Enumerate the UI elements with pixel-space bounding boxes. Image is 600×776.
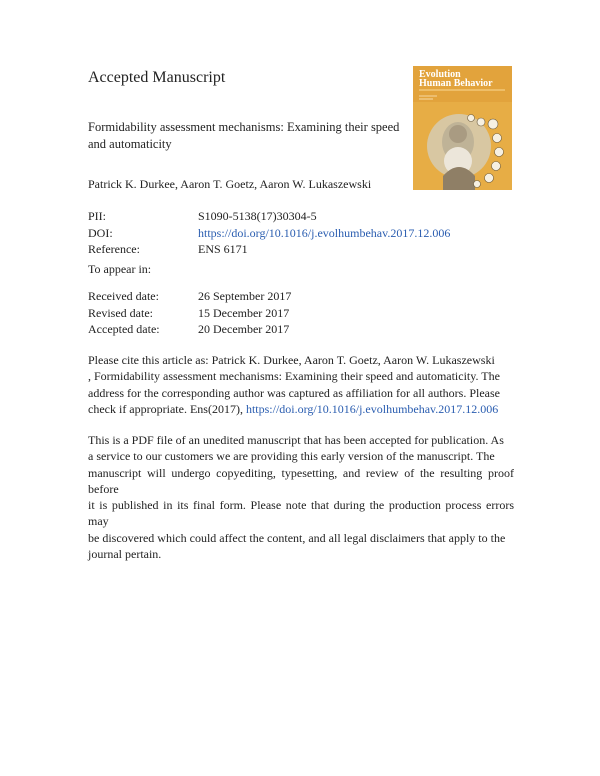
revised-label: Revised date: bbox=[88, 306, 153, 320]
accepted-value: 20 December 2017 bbox=[198, 322, 290, 336]
journal-cover-image bbox=[413, 66, 512, 190]
disclaimer-line3: manuscript will undergo copyediting, typesetting, and review of the resulting proof before bbox=[88, 465, 514, 496]
doi-label: DOI: bbox=[88, 226, 113, 240]
received-value: 26 September 2017 bbox=[198, 289, 292, 303]
received-label: Received date: bbox=[88, 289, 159, 303]
citation-line1: Please cite this article as: Patrick K. Durkee, Aaron T. Goetz, Aaron W. Lukaszewski bbox=[88, 353, 495, 367]
disclaimer-line5: be discovered which could affect the content, and all legal disclaimers that apply to the bbox=[88, 530, 506, 545]
revised-value: 15 December 2017 bbox=[198, 306, 290, 320]
citation-doi-link[interactable]: https://doi.org/10.1016/j.evolhumbehav.2017.12.006 bbox=[245, 401, 499, 416]
disclaimer-line1: This is a PDF file of an unedited manuscript that has been accepted for publication. As bbox=[88, 433, 504, 447]
citation-paragraph bbox=[88, 352, 514, 417]
citation-line2: , Formidability assessment mechanisms: Examining their speed and automaticity. The bbox=[88, 369, 500, 384]
citation-line4 bbox=[88, 401, 514, 417]
citation-line3: address for the corresponding author was captured as affiliation for all authors. Please bbox=[88, 385, 500, 400]
cover-journal-title bbox=[419, 70, 509, 88]
disclaimer-line2: a service to our customers we are providing this early version of the manuscript. The bbox=[88, 449, 495, 464]
reference-value: ENS 6171 bbox=[198, 242, 248, 256]
article-authors: Patrick K. Durkee, Aaron T. Goetz, Aaron W. Lukaszewski bbox=[88, 177, 372, 191]
disclaimer-line4: it is published in its final form. Please note that during the production process errors may bbox=[88, 498, 514, 529]
article-title-line2: and automaticity bbox=[88, 137, 172, 151]
disclaimer-line6: journal pertain. bbox=[88, 547, 162, 562]
cover-title-line1: Evolution bbox=[419, 69, 461, 80]
cover-title-line2: Human Behavior bbox=[419, 78, 493, 89]
article-title-line1: Formidability assessment mechanisms: Examining their speed bbox=[88, 120, 400, 134]
appear-in-label: To appear in: bbox=[88, 262, 152, 276]
accepted-label: Accepted date: bbox=[88, 322, 160, 336]
pii-label: PII: bbox=[88, 209, 106, 223]
article-title bbox=[88, 119, 408, 153]
page-header-title: Accepted Manuscript bbox=[88, 69, 226, 86]
doi-link[interactable]: https://doi.org/10.1016/j.evolhumbehav.2017.12.006 bbox=[198, 226, 451, 240]
citation-line4-text: check if appropriate. Ens(2017), bbox=[88, 401, 246, 416]
disclaimer-paragraph bbox=[88, 432, 514, 562]
pii-value: S1090-5138(17)30304-5 bbox=[198, 209, 317, 223]
reference-label: Reference: bbox=[88, 242, 140, 256]
